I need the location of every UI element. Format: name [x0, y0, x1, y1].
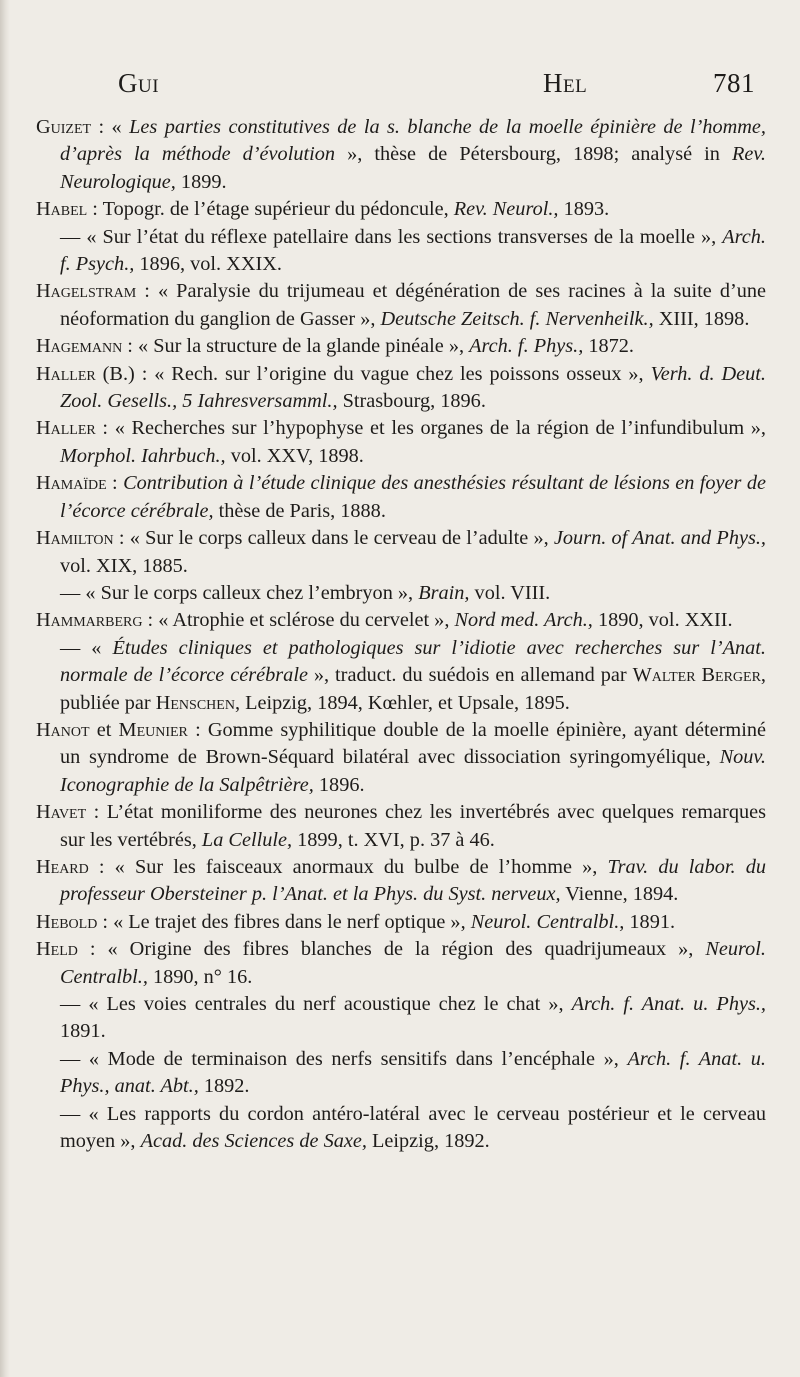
- entry-author: Hamilton: [36, 527, 114, 550]
- bibliography-entry: [36, 525, 766, 580]
- entry-text: : « Paralysie du trijumeau et dégénération de ses racines à la suite d’une néoformation du ganglion de Gasser »,: [60, 280, 766, 330]
- entry-text: — « Les voies centrales du nerf acoustique chez le chat »,: [60, 993, 572, 1015]
- entry-italic-title: Les parties constitutives de la s. blanche de la moelle épinière de l’homme, d’après la méthode d’évolution: [60, 116, 766, 166]
- running-header: [118, 68, 755, 108]
- entry-author: Habel: [36, 198, 88, 221]
- entry-text: », traduct. du suédois en allemand par: [307, 664, 633, 687]
- entry-text: 1872.: [583, 335, 634, 358]
- entry-text: thèse de Paris, 1888.: [213, 499, 386, 522]
- page-number: 781: [713, 68, 755, 98]
- entry-text: 1890, n° 16.: [147, 965, 253, 988]
- bibliography-entry: [36, 196, 766, 223]
- entry-author: Hebold: [36, 910, 98, 933]
- entry-italic-title: Brain,: [418, 581, 470, 604]
- entry-author: Heard: [36, 855, 89, 878]
- bibliography-entry: [36, 909, 766, 936]
- bibliography-list: [36, 114, 766, 1155]
- entry-person-name: Meunier: [118, 718, 188, 741]
- entry-text: : « Atrophie et sclérose du cervelet »,: [142, 609, 455, 632]
- entry-italic-title: Arch. f. Anat. u. Phys., anat. Abt.,: [60, 1047, 766, 1098]
- entry-italic-title: Arch. f. Anat. u. Phys.,: [571, 993, 766, 1015]
- entry-text: :: [106, 472, 124, 495]
- entry-text: : «: [91, 116, 130, 138]
- entry-italic-title: Neurol. Centralbl.,: [470, 910, 625, 933]
- entry-text: », thèse de Pétersbourg, 1898; analysé in: [335, 143, 733, 166]
- entry-text: 1899, t. XVI, p. 37 à 46.: [292, 828, 495, 851]
- entry-author: Held: [36, 938, 78, 961]
- entry-text: Strasbourg, 1896.: [337, 390, 486, 413]
- bibliography-entry: [36, 1046, 766, 1101]
- entry-author: Hamaïde: [36, 472, 107, 495]
- bibliography-entry: [36, 717, 766, 799]
- entry-italic-title: La Cellule,: [201, 828, 293, 851]
- entry-text: : « Le trajet des fibres dans le nerf optique »,: [97, 910, 471, 933]
- entry-text: : « Recherches sur l’hypophyse et les organes de la région de l’infundibulum »,: [95, 417, 766, 440]
- entry-text: 1891.: [624, 910, 676, 933]
- bibliography-entry: [36, 854, 766, 909]
- page-binding-edge: [0, 0, 10, 1377]
- entry-text: , Leipzig, 1894, Kœhler, et Upsale, 1895.: [234, 691, 570, 714]
- bibliography-entry: [36, 361, 766, 416]
- bibliography-entry: [36, 333, 766, 360]
- bibliography-entry: [36, 415, 766, 470]
- entry-text: Leipzig, 1892.: [366, 1130, 490, 1153]
- bibliography-entry: [36, 607, 766, 634]
- entry-text: 1891.: [60, 1020, 106, 1043]
- entry-text: 1899.: [175, 170, 227, 193]
- bibliography-entry: [36, 799, 766, 854]
- entry-text: : « Origine des fibres blanches de la région des quadrijumeaux »,: [77, 938, 706, 961]
- entry-author: Haller: [36, 417, 96, 440]
- entry-text: , publiée par: [60, 664, 766, 714]
- bibliography-entry: [36, 936, 766, 991]
- entry-italic-title: Nord med. Arch.,: [454, 609, 593, 632]
- entry-text: : Gomme syphilitique double de la moelle épinière, ayant déterminé un syndrome de Brown-Séquard bilatéral avec dissociation syringomyélique,: [60, 718, 766, 769]
- bibliography-entry: [36, 1101, 766, 1156]
- entry-text: XIII, 1898.: [653, 307, 750, 330]
- entry-italic-title: Morphol. Iahrbuch.,: [60, 444, 226, 467]
- entry-italic-title: Verh. d. Deut. Zool. Gesells., 5 Iahresversamml.,: [60, 362, 766, 413]
- bibliography-entry: [36, 580, 766, 607]
- entry-author: Hammarberg: [36, 609, 143, 632]
- entry-text: — « Sur l’état du réflexe patellaire dans les sections transverses de la moelle »,: [60, 225, 723, 248]
- entry-italic-title: Arch. f. Psych.,: [60, 225, 766, 276]
- entry-text: Vienne, 1894.: [560, 883, 679, 906]
- entry-person-name: Henschen: [155, 691, 235, 714]
- entry-italic-title: Nouv. Iconographie de la Salpêtrière,: [60, 746, 766, 796]
- entry-author: Hagelstram: [36, 280, 137, 303]
- entry-italic-title: Neurol. Centralbl.,: [60, 938, 766, 988]
- entry-text: 1893.: [558, 198, 610, 221]
- entry-text: (B.) : « Rech. sur l’origine du vague chez les poissons osseux »,: [95, 362, 651, 385]
- entry-text: vol. VIII.: [469, 581, 551, 604]
- entry-text: — « Mode de terminaison des nerfs sensitifs dans l’encéphale »,: [60, 1047, 628, 1070]
- entry-italic-title: Deutsche Zeitsch. f. Nervenheilk.,: [380, 307, 654, 330]
- entry-text: et: [89, 718, 119, 741]
- bibliography-entry: [36, 991, 766, 1046]
- entry-text: : L’état moniliforme des neurones chez les invertébrés avec quelques remarques sur les vertébrés,: [60, 801, 766, 851]
- entry-italic-title: Études cliniques et pathologiques sur l’idiotie avec recherches sur l’Anat. normale de l’écorce cérébrale: [60, 636, 766, 687]
- entry-text: — « Sur le corps calleux chez l’embryon »,: [60, 581, 419, 604]
- bibliography-entry: [36, 114, 766, 196]
- bibliography-entry: [36, 635, 766, 717]
- entry-italic-title: Journ. of Anat. and Phys.,: [553, 527, 766, 550]
- entry-author: Guizet: [36, 116, 92, 138]
- entry-text: : « Sur le corps calleux dans le cerveau de l’adulte »,: [113, 527, 554, 550]
- entry-italic-title: Arch. f. Phys.,: [469, 335, 584, 358]
- entry-person-name: Walter Berger: [632, 664, 761, 687]
- entry-italic-title: Contribution à l’étude clinique des anesthésies résultant de lésions en foyer de l’écorce cérébrale,: [60, 472, 766, 522]
- bibliography-entry: [36, 470, 766, 525]
- entry-text: 1896, vol. XXIX.: [134, 253, 282, 276]
- entry-text: : Topogr. de l’étage supérieur du pédoncule,: [87, 198, 454, 221]
- entry-author: Haller: [36, 362, 96, 385]
- entry-text: vol. XIX, 1885.: [60, 554, 188, 577]
- entry-text: 1892.: [198, 1075, 250, 1098]
- entry-text: 1896.: [313, 773, 365, 796]
- header-left-word: Gui: [118, 68, 160, 98]
- entry-text: 1890, vol. XXII.: [592, 609, 733, 632]
- entry-author: Havet: [36, 801, 87, 824]
- entry-author: Hanot: [36, 718, 90, 741]
- entry-italic-title: Rev. Neurol.,: [453, 198, 559, 221]
- entry-text: : « Sur la structure de la glande pinéale »,: [122, 335, 470, 358]
- entry-italic-title: Trav. du labor. du professeur Obersteiner p. l’Anat. et la Phys. du Syst. nerveux,: [60, 855, 766, 906]
- entry-author: Hagemann: [36, 335, 123, 358]
- entry-italic-title: Rev. Neurologique,: [60, 143, 766, 193]
- entry-text: : « Sur les faisceaux anormaux du bulbe de l’homme »,: [88, 855, 608, 878]
- entry-text: — «: [60, 636, 113, 659]
- bibliography-entry: [36, 224, 766, 279]
- bibliography-entry: [36, 278, 766, 333]
- entry-text: — « Les rapports du cordon antéro-latéral avec le cerveau postérieur et le cerveau moyen »,: [60, 1102, 766, 1153]
- header-middle-word: Hel: [543, 68, 588, 98]
- entry-text: vol. XXV, 1898.: [225, 444, 364, 467]
- entry-italic-title: Acad. des Sciences de Saxe,: [140, 1130, 367, 1153]
